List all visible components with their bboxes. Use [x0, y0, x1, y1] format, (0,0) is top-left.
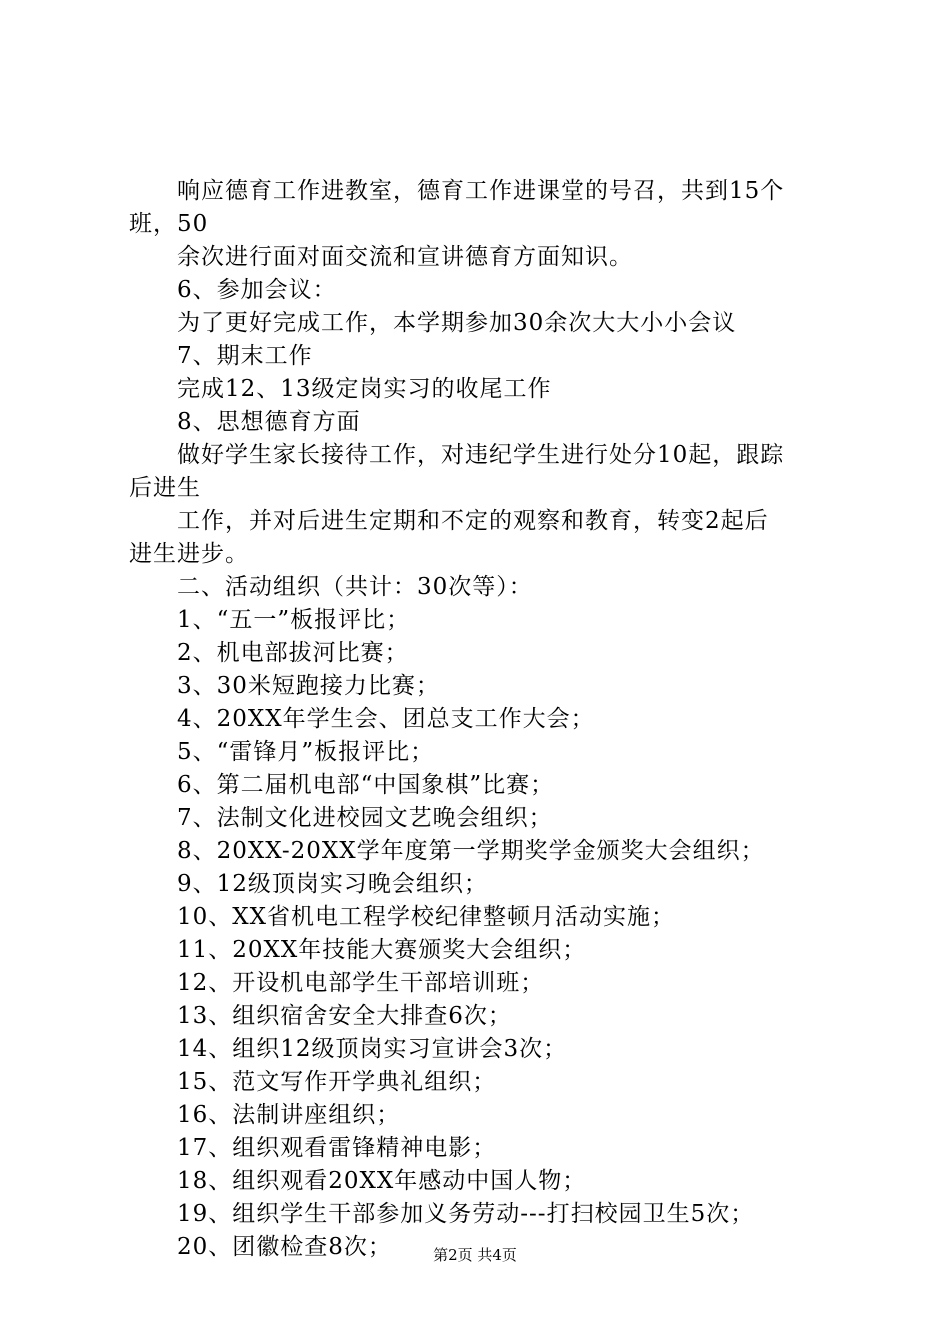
- text-line: 7、法制文化进校园文艺晚会组织；: [177, 805, 553, 831]
- text-line: 2、机电部拔河比赛；: [177, 640, 409, 666]
- text-line: 18、组织观看20XX年感动中国人物；: [177, 1168, 587, 1194]
- text-line: 7、期末工作: [177, 343, 313, 369]
- text-line: 1、“五一”板报评比；: [177, 607, 411, 633]
- page-footer: 第2页 共4页: [433, 1246, 517, 1264]
- text-line: 后进生: [129, 475, 201, 501]
- text-line: 工作，并对后进生定期和不定的观察和教育，转变2起后: [177, 508, 769, 534]
- text-line: 为了更好完成工作，本学期参加30余次大大小小会议: [177, 310, 737, 336]
- document-body: [129, 175, 834, 1264]
- text-line: 4、20XX年学生会、团总支工作大会；: [177, 706, 595, 732]
- text-line: 13、组织宿舍安全大排查6次；: [177, 1003, 512, 1029]
- text-line: 17、组织观看雷锋精神电影；: [177, 1135, 497, 1161]
- text-line: 20、团徽检查8次；: [177, 1234, 392, 1260]
- text-line: 19、组织学生干部参加义务劳动---打扫校园卫生5次；: [177, 1201, 755, 1227]
- text-line: 8、思想德育方面: [177, 409, 361, 435]
- text-line: 10、XX省机电工程学校纪律整顿月活动实施；: [177, 904, 676, 930]
- text-line: 6、参加会议：: [177, 277, 337, 303]
- text-line: 班，50: [129, 211, 209, 237]
- text-line: 做好学生家长接待工作，对违纪学生进行处分10起，跟踪: [177, 442, 785, 468]
- text-line: 11、20XX年技能大赛颁奖大会组织；: [177, 937, 587, 963]
- text-line: 8、20XX-20XX学年度第一学期奖学金颁奖大会组织；: [177, 838, 765, 864]
- text-line: 进生进步。: [129, 541, 249, 567]
- text-line: 二、活动组织（共计：30次等）：: [177, 574, 533, 600]
- text-line: 15、范文写作开学典礼组织；: [177, 1069, 497, 1095]
- text-line: 5、“雷锋月”板报评比；: [177, 739, 435, 765]
- text-line: 14、组织12级顶岗实习宣讲会3次；: [177, 1036, 568, 1062]
- text-line: 余次进行面对面交流和宣讲德育方面知识。: [177, 244, 633, 270]
- text-line: 响应德育工作进教室，德育工作进课堂的号召，共到15个: [177, 178, 785, 204]
- text-line: 12、开设机电部学生干部培训班；: [177, 970, 545, 996]
- text-line: 完成12、13级定岗实习的收尾工作: [177, 376, 552, 402]
- text-line: 16、法制讲座组织；: [177, 1102, 401, 1128]
- text-line: 3、30米短跑接力比赛；: [177, 673, 440, 699]
- text-line: 9、12级顶岗实习晚会组织；: [177, 871, 488, 897]
- text-line: 6、第二届机电部“中国象棋”比赛；: [177, 772, 555, 798]
